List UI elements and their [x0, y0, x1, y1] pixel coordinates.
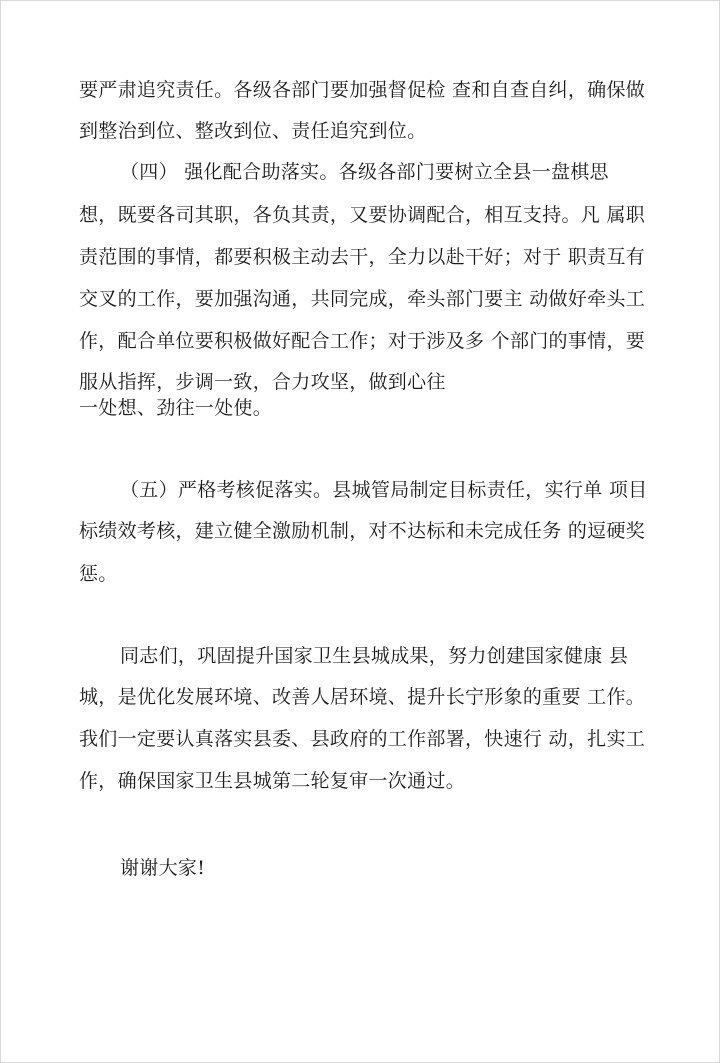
thanks-line: 谢谢大家!	[120, 857, 206, 879]
text-line: 交叉的工作，要加强沟通，共同完成，牵头部门要主 动做好牵头工	[79, 288, 646, 310]
text-line: 责范围的事情，都要积极主动去干，全力以赴干好；对于 职责互有	[79, 246, 646, 268]
closing-paragraph-start: 同志们，巩固提升国家卫生县城成果，努力创建国家健康 县	[120, 645, 629, 667]
text-line: 城，是优化发展环境、改善人居环境、提升长宁形象的重要 工作。	[79, 686, 646, 708]
text-line: 要严肃追究责任。各级各部门要加强督促检 查和自查自纠，确保做	[79, 79, 646, 101]
text-line: 想，既要各司其职，各负其责，又要协调配合，相互支持。凡 属职	[79, 204, 646, 226]
text-line: 作，配合单位要积极做好配合工作；对于涉及多 个部门的事情，要	[79, 330, 646, 352]
text-line: 到整治到位、整改到位、责任追究到位。	[79, 120, 427, 142]
text-line: 一处想、劲往一处使。	[79, 397, 273, 419]
text-line: 惩。	[79, 563, 118, 585]
paragraph-heading-4: （四） 强化配合助落实。各级各部门要树立全县一盘棋思	[120, 161, 609, 183]
text-line: 标绩效考核，建立健全激励机制，对不达标和未完成任务 的逗硬奖	[79, 520, 646, 542]
paragraph-heading-5: （五）严格考核促落实。县城管局制定目标责任，实行单 项目	[120, 479, 648, 501]
text-line: 服从指挥，步调一致，合力攻坚，做到心往	[79, 371, 446, 393]
text-line: 作，确保国家卫生县城第二轮复审一次通过。	[79, 770, 466, 792]
text-line: 我们一定要认真落实县委、县政府的工作部署，快速行 动，扎实工	[79, 728, 646, 750]
